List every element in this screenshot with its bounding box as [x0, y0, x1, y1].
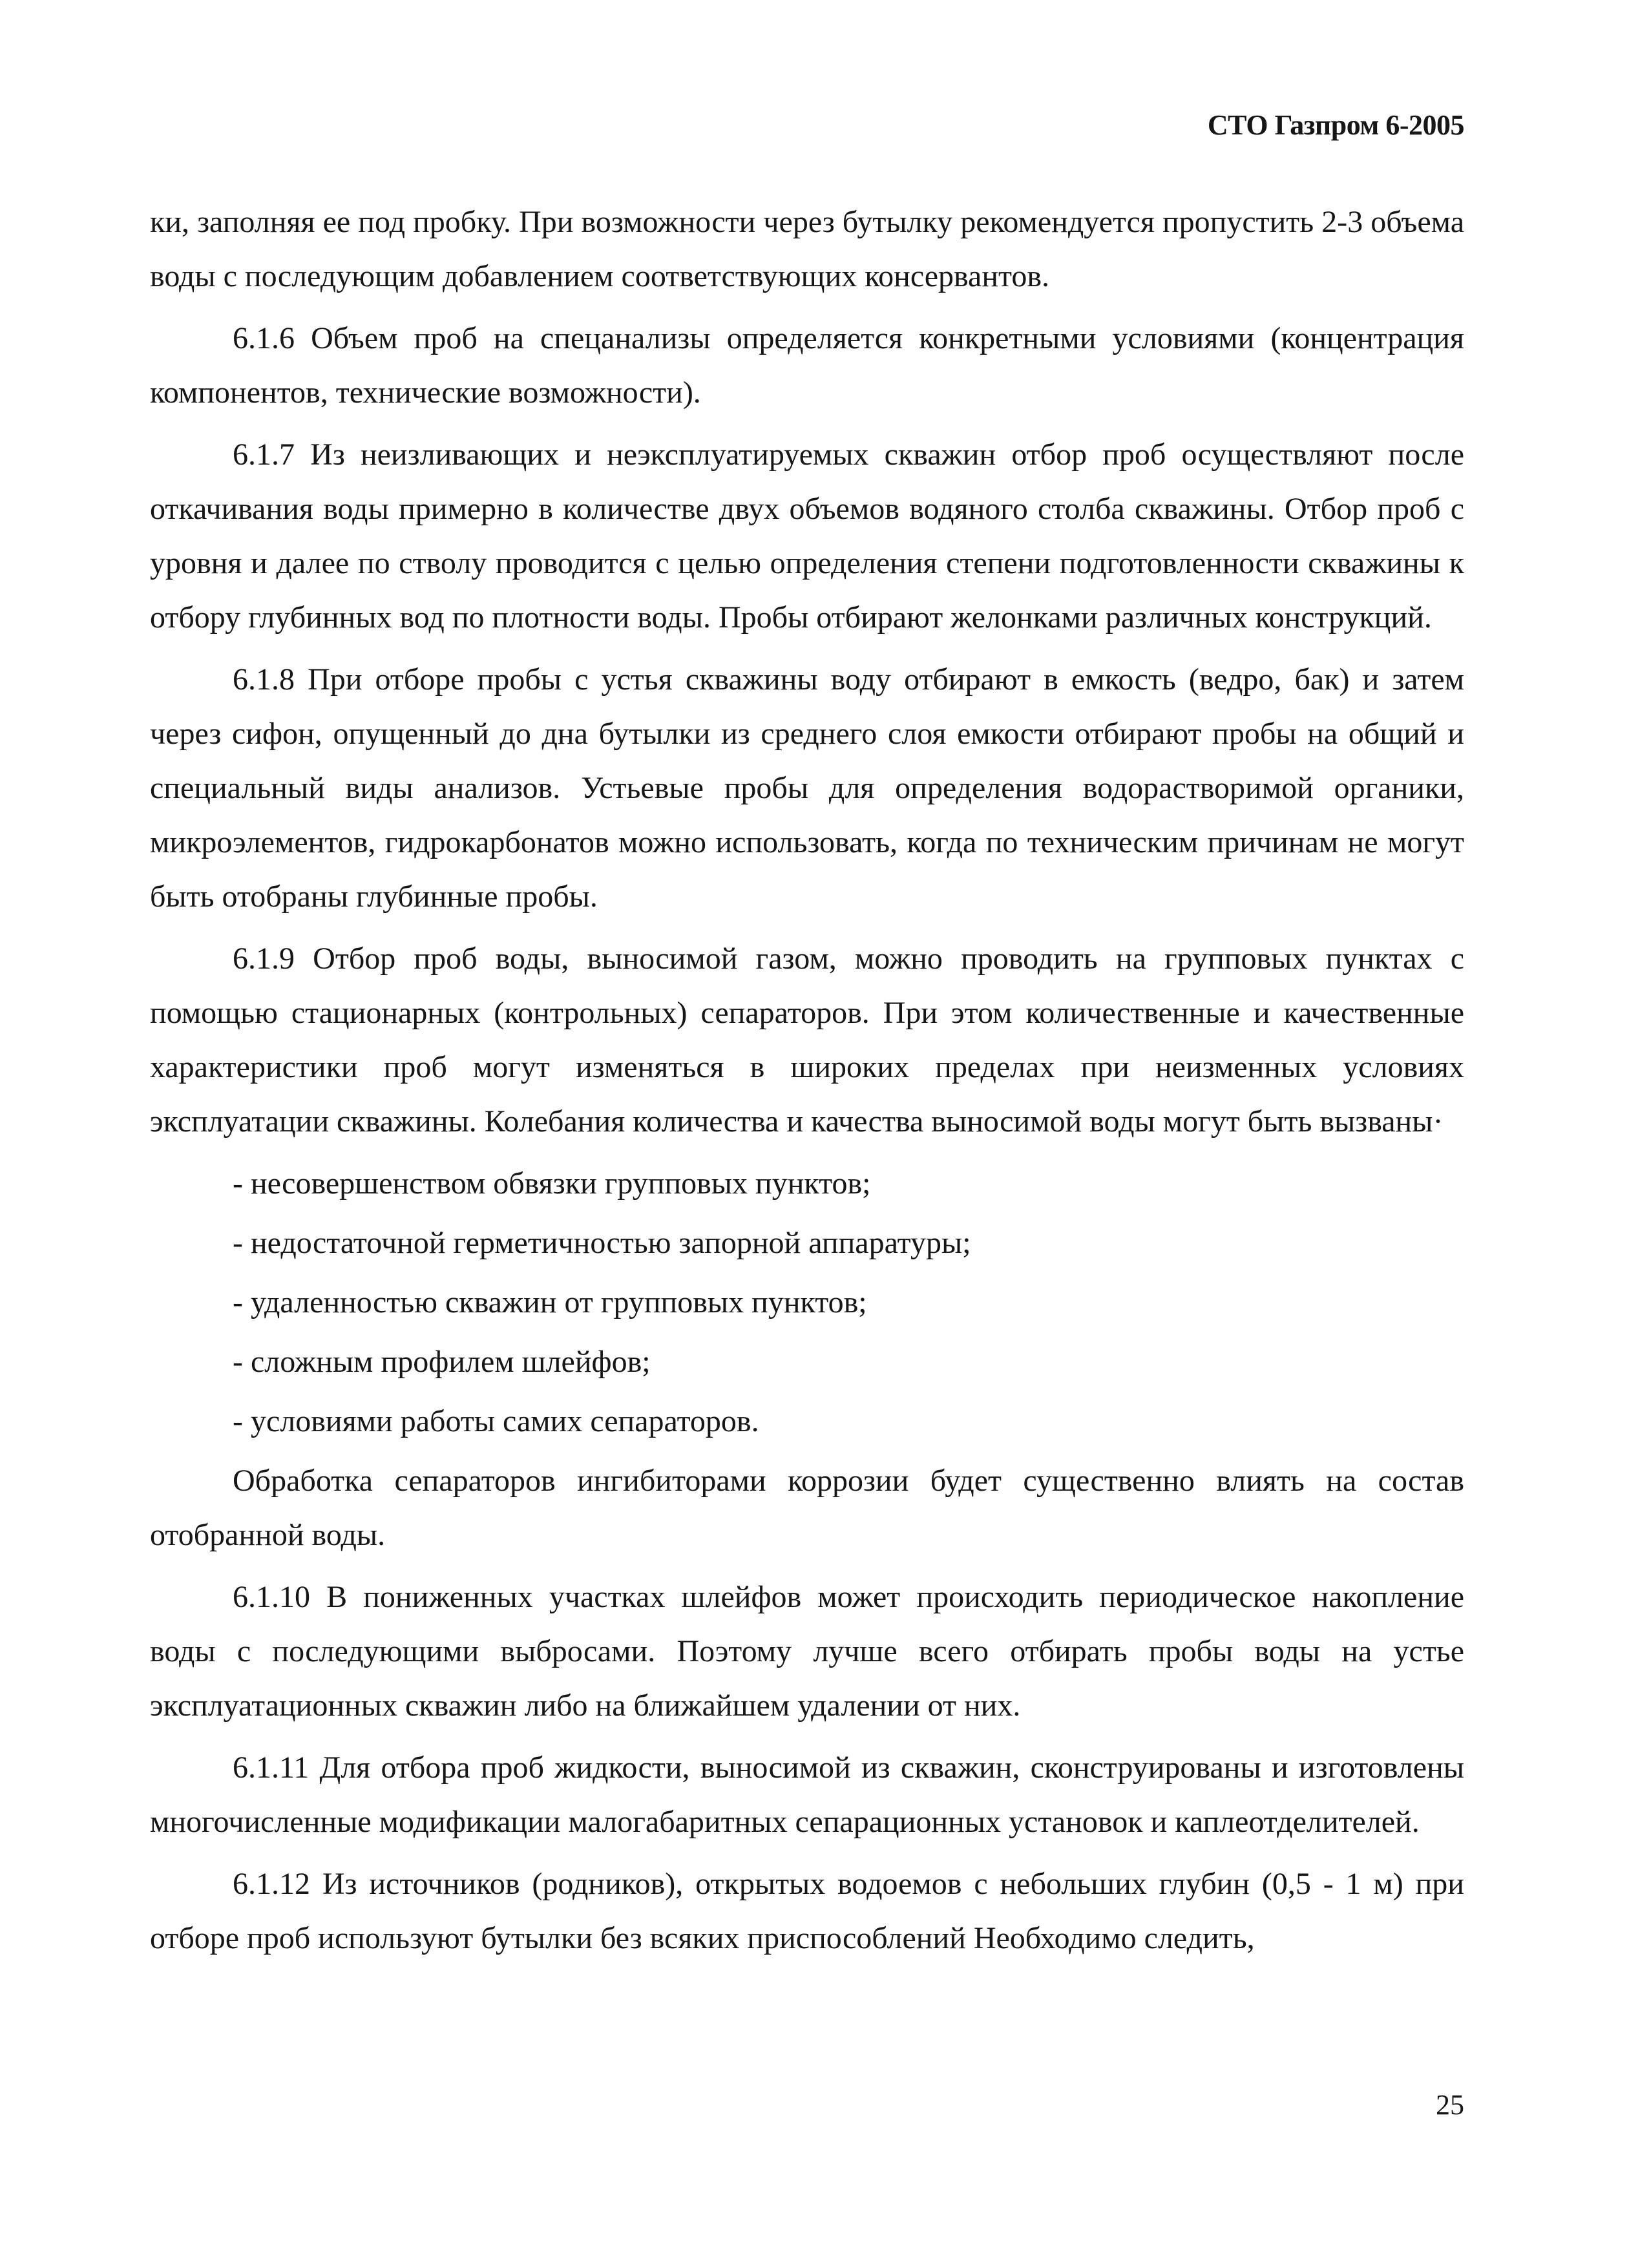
list-item: - недостаточной герметичностью запорной аппаратуры;: [233, 1226, 971, 1260]
list-item: - условиями работы самих сепараторов.: [233, 1404, 759, 1438]
document-header-id: СТО Газпром 6-2005: [1207, 109, 1464, 141]
page-number: 25: [1436, 2089, 1464, 2121]
list-item: - несовершенством обвязки групповых пунктов;: [233, 1166, 871, 1201]
paragraph-6-1-12: 6.1.12 Из источников (родников), открытых водоемов с небольших глубин (0,5 - 1 м) при отборе проб используют бутылки без всяких приспособлений Необходимо следить,: [150, 1867, 1464, 1955]
page-body: [150, 195, 1464, 1973]
list-item: - удаленностью скважин от групповых пунктов;: [233, 1285, 867, 1319]
paragraph-continuation: ки, заполняя ее под пробку. При возможности через бутылку рекомендуется пропустить 2-3 объема воды с последующим добавлением соответствующих консервантов.: [150, 205, 1464, 293]
paragraph-6-1-10: 6.1.10 В пониженных участках шлейфов может происходить периодическое накопление воды с последующими выбросами. Поэтому лучше всего отбирать пробы воды на устье эксплуатационных скважин либо на ближайшем удалении от них.: [150, 1580, 1464, 1723]
paragraph-6-1-6: 6.1.6 Объем проб на спецанализы определяется конкретными условиями (концентрация компонентов, технические возможности).: [150, 321, 1464, 410]
paragraph-6-1-8: 6.1.8 При отборе пробы с устья скважины воду отбирают в емкость (ведро, бак) и затем через сифон, опущенный до дна бутылки из среднего слоя емкости отбирают пробы на общий и специальный виды анализов. Устьевые пробы для определения водорастворимой органики, микроэлементов, гидрокарбонатов можно использовать, когда по техническим причинам не могут быть отобраны глубинные пробы.: [150, 662, 1464, 914]
paragraph-inhibitors: Обработка сепараторов ингибиторами коррозии будет существенно влиять на состав отобранной воды.: [150, 1464, 1464, 1552]
list-item: - сложным профилем шлейфов;: [233, 1345, 651, 1379]
paragraph-6-1-9: 6.1.9 Отбор проб воды, выносимой газом, можно проводить на групповых пунктах с помощью стационарных (контрольных) сепараторов. При этом количественные и качественные характеристики проб могут изменяться в широких пределах при неизменных условиях эксплуатации скважины. Колебания количества и качества выносимой воды могут быть вызваны·: [150, 941, 1464, 1139]
paragraph-6-1-7: 6.1.7 Из неизливающих и неэксплуатируемых скважин отбор проб осуществляют после откачивания воды примерно в количестве двух объемов водяного столба скважины. Отбор проб с уровня и далее по стволу проводится с целью определения степени подготовленности скважины к отбору глубинных вод по плотности воды. Пробы отбирают желонками различных конструкций.: [150, 437, 1464, 635]
paragraph-6-1-11: 6.1.11 Для отбора проб жидкости, выносимой из скважин, сконструированы и изготовлены многочисленные модификации малогабаритных сепарационных установок и каплеотделителей.: [150, 1750, 1464, 1839]
